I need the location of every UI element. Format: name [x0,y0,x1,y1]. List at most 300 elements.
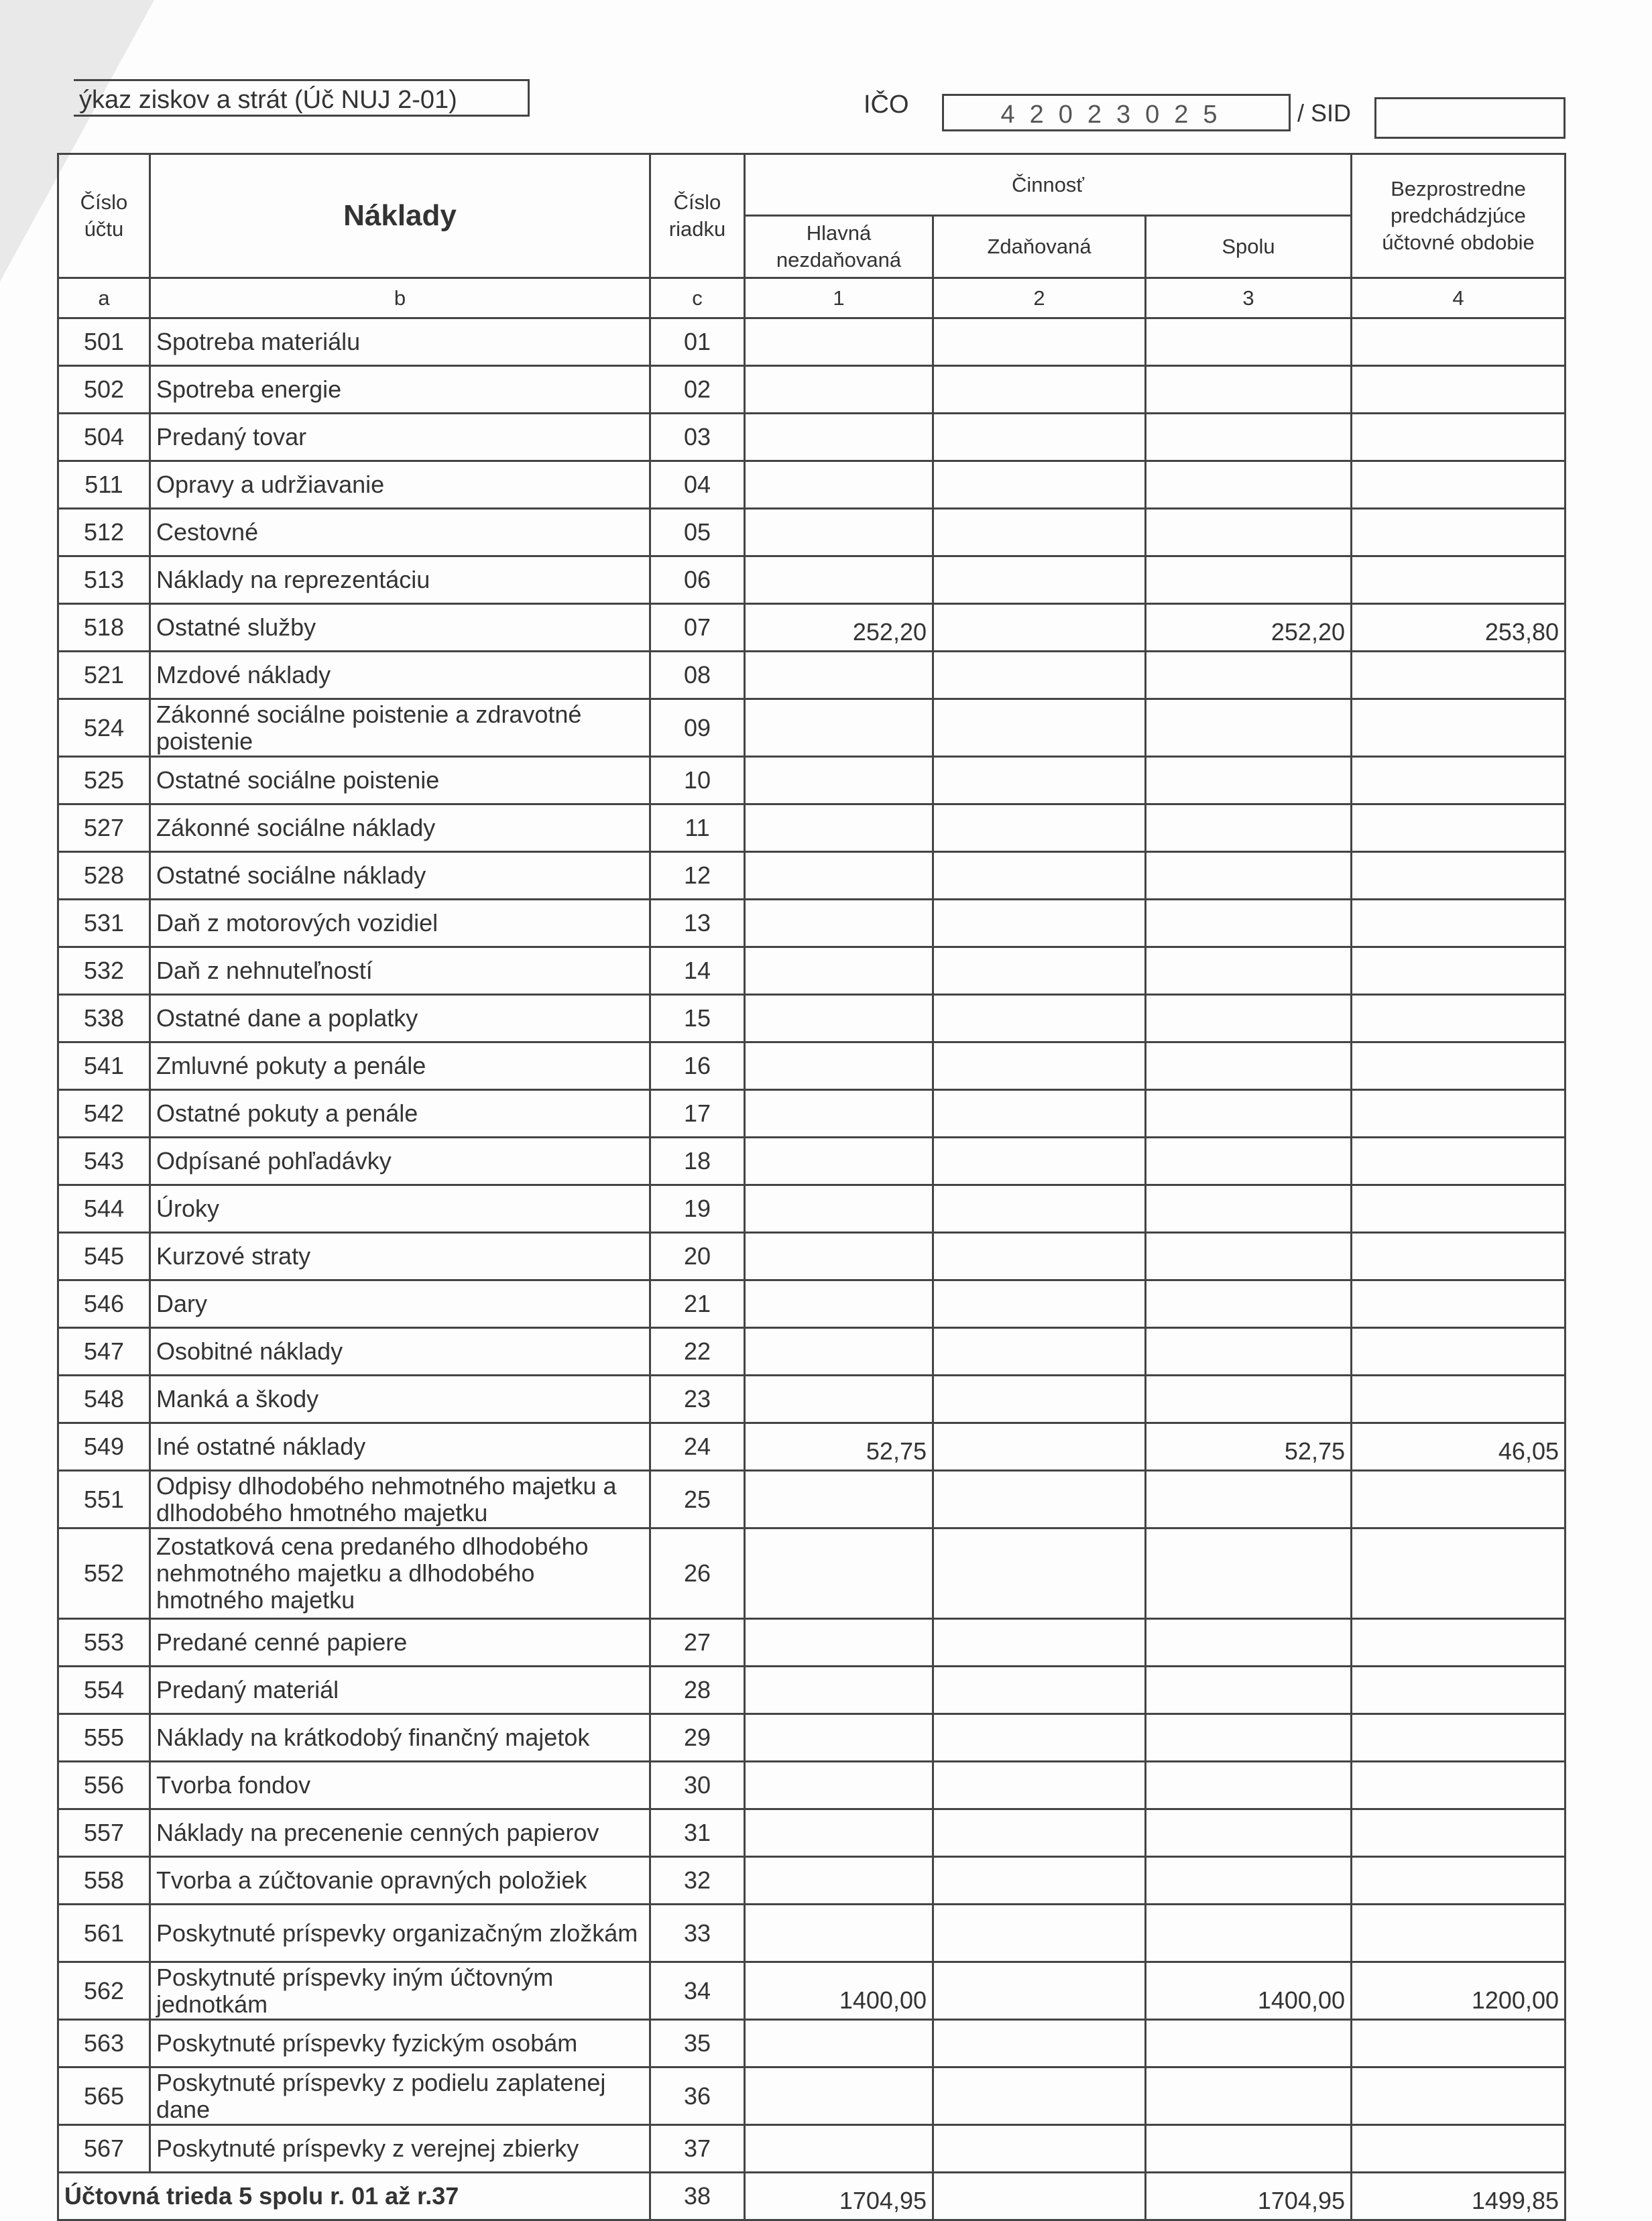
column-code: 3 [1146,278,1352,318]
table-row [58,652,1566,699]
cost-name: Poskytnuté príspevky fyzickým osobám [150,2020,650,2067]
cost-name: Poskytnuté príspevky z verejnej zbierky [150,2125,650,2173]
row-number: 03 [650,414,745,461]
value-main[interactable] [745,1090,933,1138]
value-taxed[interactable] [933,1809,1146,1857]
value-total[interactable] [1146,1138,1352,1185]
table-row [58,2067,1566,2125]
row-number: 11 [650,804,745,852]
cost-name: Ostatné sociálne náklady [150,852,650,900]
cost-name: Kurzové straty [150,1233,650,1280]
header-previous-period: Bezprostredne predchádzjúce účtovné obdobie [1352,154,1566,278]
value-previous[interactable] [1352,1667,1566,1714]
table-row [58,556,1566,604]
account-number: 504 [58,414,150,461]
value-main[interactable] [745,1185,933,1233]
row-number: 29 [650,1714,745,1762]
value-total[interactable] [1146,1471,1352,1528]
value-total[interactable] [1146,318,1352,366]
account-number: 545 [58,1233,150,1280]
table-row [58,995,1566,1042]
row-number: 15 [650,995,745,1042]
table-row [58,1233,1566,1280]
value-previous[interactable] [1352,1376,1566,1423]
value-previous[interactable] [1352,509,1566,556]
header-row-number: Číslo riadku [650,154,745,278]
value-taxed[interactable] [933,1376,1146,1423]
value-total[interactable] [1146,1619,1352,1667]
cost-name: Spotreba materiálu [150,318,650,366]
cost-name: Predané cenné papiere [150,1619,650,1667]
account-number: 553 [58,1619,150,1667]
account-number: 531 [58,900,150,947]
cost-name: Zmluvné pokuty a penále [150,1042,650,1090]
value-taxed[interactable] [933,699,1146,757]
value-total[interactable] [1146,900,1352,947]
value-taxed[interactable] [933,1328,1146,1376]
value-previous[interactable] [1352,652,1566,699]
value-main[interactable] [745,1762,933,1809]
value-main[interactable] [745,757,933,804]
value-previous[interactable] [1352,2020,1566,2067]
table-row [58,1376,1566,1423]
value-total[interactable] [1146,461,1352,509]
value-main[interactable] [745,2067,933,2125]
value-previous[interactable] [1352,1233,1566,1280]
account-number: 532 [58,947,150,995]
value-main[interactable] [745,995,933,1042]
cost-name: Daň z motorových vozidiel [150,900,650,947]
value-main[interactable] [745,318,933,366]
value-main[interactable] [745,1328,933,1376]
row-number: 01 [650,318,745,366]
value-total[interactable] [1146,1528,1352,1619]
value-taxed[interactable] [933,1042,1146,1090]
value-taxed[interactable] [933,995,1146,1042]
value-main[interactable] [745,900,933,947]
value-previous[interactable] [1352,804,1566,852]
account-number: 567 [58,2125,150,2173]
cost-name: Zostatková cena predaného dlhodobého nehmotného majetku a dlhodobého hmotného majetku [150,1528,650,1619]
value-main[interactable] [745,1528,933,1619]
value-previous[interactable] [1352,2067,1566,2125]
row-number: 08 [650,652,745,699]
value-taxed[interactable] [933,1233,1146,1280]
value-previous[interactable] [1352,1528,1566,1619]
value-previous[interactable] [1352,1471,1566,1528]
cost-name: Odpísané pohľadávky [150,1138,650,1185]
row-number: 10 [650,757,745,804]
table-row [58,2125,1566,2173]
value-taxed[interactable] [933,556,1146,604]
value-total[interactable] [1146,2125,1352,2173]
value-main[interactable] [745,1376,933,1423]
table-row [58,1471,1566,1528]
cost-name: Tvorba a zúčtovanie opravných položiek [150,1857,650,1905]
cost-name: Ostatné pokuty a penále [150,1090,650,1138]
value-total[interactable] [1146,757,1352,804]
value-previous[interactable] [1352,699,1566,757]
row-number: 02 [650,366,745,414]
value-total[interactable] [1146,1090,1352,1138]
row-number: 07 [650,604,745,652]
value-taxed[interactable] [933,652,1146,699]
row-number: 26 [650,1528,745,1619]
account-number: 502 [58,366,150,414]
value-total[interactable] [1146,1762,1352,1809]
column-code: 2 [933,278,1146,318]
cost-name: Odpisy dlhodobého nehmotného majetku a dlhodobého hmotného majetku [150,1471,650,1528]
column-code: 1 [745,278,933,318]
table-row [58,852,1566,900]
value-taxed[interactable] [933,1423,1146,1471]
row-number: 19 [650,1185,745,1233]
value-main[interactable] [745,652,933,699]
table-row [58,757,1566,804]
account-number: 501 [58,318,150,366]
value-taxed[interactable] [933,757,1146,804]
value-total[interactable] [1146,1185,1352,1233]
value-total[interactable]: 252,20 [1146,604,1352,652]
table-row [58,1667,1566,1714]
row-number: 33 [650,1905,745,1962]
value-previous[interactable] [1352,1090,1566,1138]
value-previous[interactable] [1352,1762,1566,1809]
value-total[interactable] [1146,1857,1352,1905]
column-code: b [150,278,650,318]
table-row [58,509,1566,556]
account-number: 562 [58,1962,150,2020]
value-taxed[interactable] [933,414,1146,461]
value-main[interactable] [745,366,933,414]
value-previous[interactable] [1352,1138,1566,1185]
column-code: c [650,278,745,318]
account-number: 512 [58,509,150,556]
value-total[interactable] [1146,1376,1352,1423]
value-previous[interactable] [1352,461,1566,509]
ico-field[interactable]: 42023025 [942,94,1291,131]
value-previous[interactable] [1352,1714,1566,1762]
row-number: 31 [650,1809,745,1857]
account-number: 546 [58,1280,150,1328]
row-number: 35 [650,2020,745,2067]
value-taxed[interactable] [933,1714,1146,1762]
value-total[interactable] [1146,1667,1352,1714]
cost-name: Osobitné náklady [150,1328,650,1376]
value-previous[interactable] [1352,1280,1566,1328]
value-taxed[interactable] [933,2125,1146,2173]
account-number: 521 [58,652,150,699]
value-total[interactable] [1146,947,1352,995]
row-number: 32 [650,1857,745,1905]
row-number: 09 [650,699,745,757]
value-taxed[interactable] [933,1857,1146,1905]
value-previous[interactable]: 46,05 [1352,1423,1566,1471]
cost-name: Predaný tovar [150,414,650,461]
row-number: 24 [650,1423,745,1471]
row-number: 06 [650,556,745,604]
value-main[interactable]: 1400,00 [745,1962,933,2020]
value-total[interactable] [1146,1905,1352,1962]
value-total[interactable] [1146,1714,1352,1762]
value-main[interactable] [745,509,933,556]
table-row [58,947,1566,995]
value-main[interactable]: 52,75 [745,1423,933,1471]
row-number: 05 [650,509,745,556]
value-taxed[interactable] [933,1962,1146,2020]
table-row [58,1714,1566,1762]
cost-name: Zákonné sociálne náklady [150,804,650,852]
account-number: 511 [58,461,150,509]
row-number: 36 [650,2067,745,2125]
value-previous[interactable] [1352,900,1566,947]
value-total[interactable] [1146,804,1352,852]
value-main[interactable] [745,1667,933,1714]
sid-label: / SID [1297,99,1352,127]
value-taxed[interactable] [933,1138,1146,1185]
value-taxed[interactable] [933,1667,1146,1714]
account-number: 556 [58,1762,150,1809]
value-main[interactable] [745,556,933,604]
column-code: 4 [1352,278,1566,318]
value-main[interactable] [745,1280,933,1328]
value-total[interactable] [1146,1280,1352,1328]
value-main[interactable] [745,1233,933,1280]
value-total[interactable] [1146,366,1352,414]
value-total[interactable] [1146,2067,1352,2125]
cost-name: Zákonné sociálne poistenie a zdravotné poistenie [150,699,650,757]
total-row [58,2173,1566,2220]
value-previous[interactable] [1352,852,1566,900]
value-total[interactable] [1146,699,1352,757]
account-number: 563 [58,2020,150,2067]
table-row [58,1809,1566,1857]
value-previous[interactable] [1352,1809,1566,1857]
value-total[interactable] [1146,1328,1352,1376]
costs-table [57,153,1566,2221]
total-label: Účtovná trieda 5 spolu r. 01 až r.37 [58,2173,650,2220]
value-main[interactable] [745,1619,933,1667]
cost-name: Daň z nehnuteľností [150,947,650,995]
table-row [58,1090,1566,1138]
table-row [58,1185,1566,1233]
sid-field[interactable] [1374,97,1566,139]
account-number: 554 [58,1667,150,1714]
row-number: 28 [650,1667,745,1714]
header-taxed: Zdaňovaná [933,216,1146,278]
account-number: 561 [58,1905,150,1962]
table-row [58,1138,1566,1185]
form-title: ýkaz ziskov a strát (Úč NUJ 2-01) [74,79,530,117]
total-row-number: 38 [650,2173,745,2220]
value-taxed[interactable] [933,461,1146,509]
total-main[interactable]: 1704,95 [745,2173,933,2220]
total-total[interactable]: 1704,95 [1146,2173,1352,2220]
value-taxed[interactable] [933,2020,1146,2067]
value-taxed[interactable] [933,604,1146,652]
account-number: 544 [58,1185,150,1233]
table-row [58,1280,1566,1328]
row-number: 13 [650,900,745,947]
account-number: 518 [58,604,150,652]
row-number: 20 [650,1233,745,1280]
row-number: 27 [650,1619,745,1667]
row-number: 17 [650,1090,745,1138]
table-row [58,2020,1566,2067]
cost-name: Náklady na reprezentáciu [150,556,650,604]
account-number: 538 [58,995,150,1042]
cost-name: Úroky [150,1185,650,1233]
value-previous[interactable] [1352,1042,1566,1090]
value-total[interactable] [1146,1809,1352,1857]
account-number: 525 [58,757,150,804]
table-row [58,366,1566,414]
row-number: 34 [650,1962,745,2020]
value-total[interactable] [1146,995,1352,1042]
value-previous[interactable] [1352,1905,1566,1962]
value-taxed[interactable] [933,509,1146,556]
account-number: 552 [58,1528,150,1619]
value-taxed[interactable] [933,1471,1146,1528]
value-previous[interactable] [1352,995,1566,1042]
value-previous[interactable] [1352,757,1566,804]
value-previous[interactable] [1352,1857,1566,1905]
row-number: 23 [650,1376,745,1423]
value-taxed[interactable] [933,900,1146,947]
value-main[interactable] [745,2125,933,2173]
value-previous[interactable] [1352,366,1566,414]
value-previous[interactable] [1352,1185,1566,1233]
table-row [58,1857,1566,1905]
account-number: 548 [58,1376,150,1423]
value-previous[interactable] [1352,318,1566,366]
value-main[interactable] [745,804,933,852]
value-total[interactable] [1146,509,1352,556]
account-number: 543 [58,1138,150,1185]
value-taxed[interactable] [933,1528,1146,1619]
value-total[interactable] [1146,852,1352,900]
cost-name: Poskytnuté príspevky iným účtovným jednotkám [150,1962,650,2020]
row-number: 04 [650,461,745,509]
cost-name: Náklady na precenenie cenných papierov [150,1809,650,1857]
value-main[interactable] [745,947,933,995]
value-total[interactable]: 1400,00 [1146,1962,1352,2020]
total-taxed[interactable] [933,2173,1146,2220]
value-total[interactable] [1146,414,1352,461]
account-number: 549 [58,1423,150,1471]
account-number: 565 [58,2067,150,2125]
row-number: 21 [650,1280,745,1328]
account-number: 513 [58,556,150,604]
value-total[interactable]: 52,75 [1146,1423,1352,1471]
value-total[interactable] [1146,1233,1352,1280]
value-taxed[interactable] [933,1905,1146,1962]
value-main[interactable] [745,414,933,461]
value-taxed[interactable] [933,1090,1146,1138]
cost-name: Mzdové náklady [150,652,650,699]
value-taxed[interactable] [933,804,1146,852]
cost-name: Ostatné služby [150,604,650,652]
value-previous[interactable] [1352,2125,1566,2173]
value-taxed[interactable] [933,318,1146,366]
value-main[interactable]: 252,20 [745,604,933,652]
value-main[interactable] [745,1809,933,1857]
value-previous[interactable] [1352,1619,1566,1667]
value-total[interactable] [1146,2020,1352,2067]
table-row [58,699,1566,757]
table-row [58,1423,1566,1471]
value-total[interactable] [1146,1042,1352,1090]
table-row [58,1619,1566,1667]
value-main[interactable] [745,1857,933,1905]
header-main: Hlavná nezdaňovaná [745,216,933,278]
value-main[interactable] [745,1138,933,1185]
value-total[interactable] [1146,652,1352,699]
row-number: 18 [650,1138,745,1185]
account-number: 528 [58,852,150,900]
cost-name: Cestovné [150,509,650,556]
value-taxed[interactable] [933,2067,1146,2125]
account-number: 557 [58,1809,150,1857]
value-taxed[interactable] [933,366,1146,414]
table-row [58,318,1566,366]
value-previous[interactable] [1352,947,1566,995]
table-row [58,1905,1566,1962]
header-activity: Činnosť [745,154,1352,216]
cost-name: Opravy a udržiavanie [150,461,650,509]
value-main[interactable] [745,1905,933,1962]
value-taxed[interactable] [933,1185,1146,1233]
value-taxed[interactable] [933,1280,1146,1328]
value-main[interactable] [745,1714,933,1762]
cost-name: Manká a škody [150,1376,650,1423]
value-taxed[interactable] [933,947,1146,995]
account-number: 541 [58,1042,150,1090]
table-row [58,804,1566,852]
header-total: Spolu [1146,216,1352,278]
table-row [58,1762,1566,1809]
value-taxed[interactable] [933,1619,1146,1667]
value-previous[interactable] [1352,414,1566,461]
value-main[interactable] [745,699,933,757]
row-number: 12 [650,852,745,900]
value-main[interactable] [745,2020,933,2067]
value-main[interactable] [745,461,933,509]
value-main[interactable] [745,1471,933,1528]
row-number: 25 [650,1471,745,1528]
header-costs: Náklady [150,154,650,278]
value-total[interactable] [1146,556,1352,604]
cost-name: Predaný materiál [150,1667,650,1714]
value-previous[interactable] [1352,1328,1566,1376]
account-number: 555 [58,1714,150,1762]
value-taxed[interactable] [933,1762,1146,1809]
cost-name: Ostatné dane a poplatky [150,995,650,1042]
value-previous[interactable] [1352,556,1566,604]
column-code: a [58,278,150,318]
total-previous[interactable]: 1499,85 [1352,2173,1566,2220]
value-taxed[interactable] [933,852,1146,900]
cost-name: Spotreba energie [150,366,650,414]
value-previous[interactable]: 1200,00 [1352,1962,1566,2020]
cost-name: Dary [150,1280,650,1328]
account-number: 558 [58,1857,150,1905]
value-previous[interactable]: 253,80 [1352,604,1566,652]
table-row [58,604,1566,652]
value-main[interactable] [745,852,933,900]
table-row [58,1528,1566,1619]
value-main[interactable] [745,1042,933,1090]
